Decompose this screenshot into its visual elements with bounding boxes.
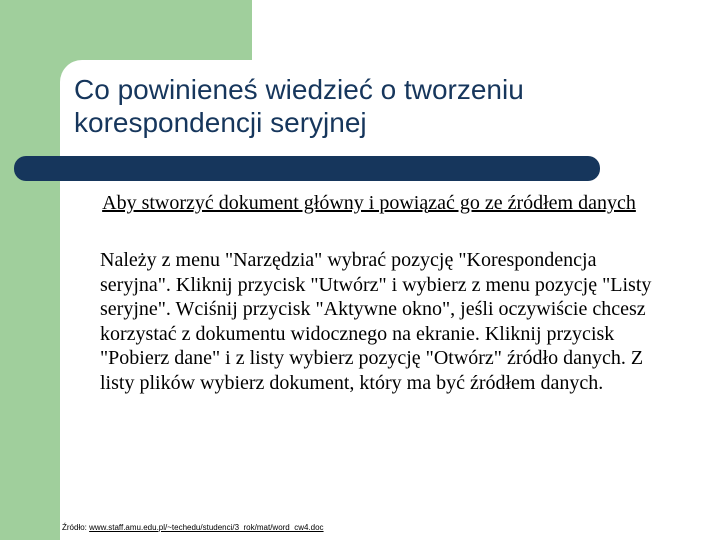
source-label: Źródło: bbox=[62, 523, 90, 532]
title-underline-bar bbox=[14, 156, 600, 181]
source-footnote bbox=[62, 523, 324, 532]
slide-subtitle: Aby stworzyć dokument główny i powiązać go ze źródłem danych bbox=[102, 192, 636, 214]
slide-body-text: Należy z menu "Narzędzia" wybrać pozycję "Korespondencja seryjna". Kliknij przycisk "Utwórz" i wybierz z menu pozycję "Listy seryjne". Wciśnij przycisk "Aktywne okno", jeśli oczywiście chcesz korzystać z dokumentu widocznego na ekranie. Kliknij przycisk "Pobierz dane" i z listy wybierz pozycję "Otwórz" źródło danych. Z listy plików wybierz dokument, który ma być źródłem danych. bbox=[100, 249, 652, 394]
source-link[interactable]: www.staff.amu.edu.pl/~techedu/studenci/3_rok/mat/word_cw4.doc bbox=[89, 523, 324, 532]
slide-title: Co powinieneś wiedzieć o tworzeniu korespondencji seryjnej bbox=[74, 74, 524, 138]
